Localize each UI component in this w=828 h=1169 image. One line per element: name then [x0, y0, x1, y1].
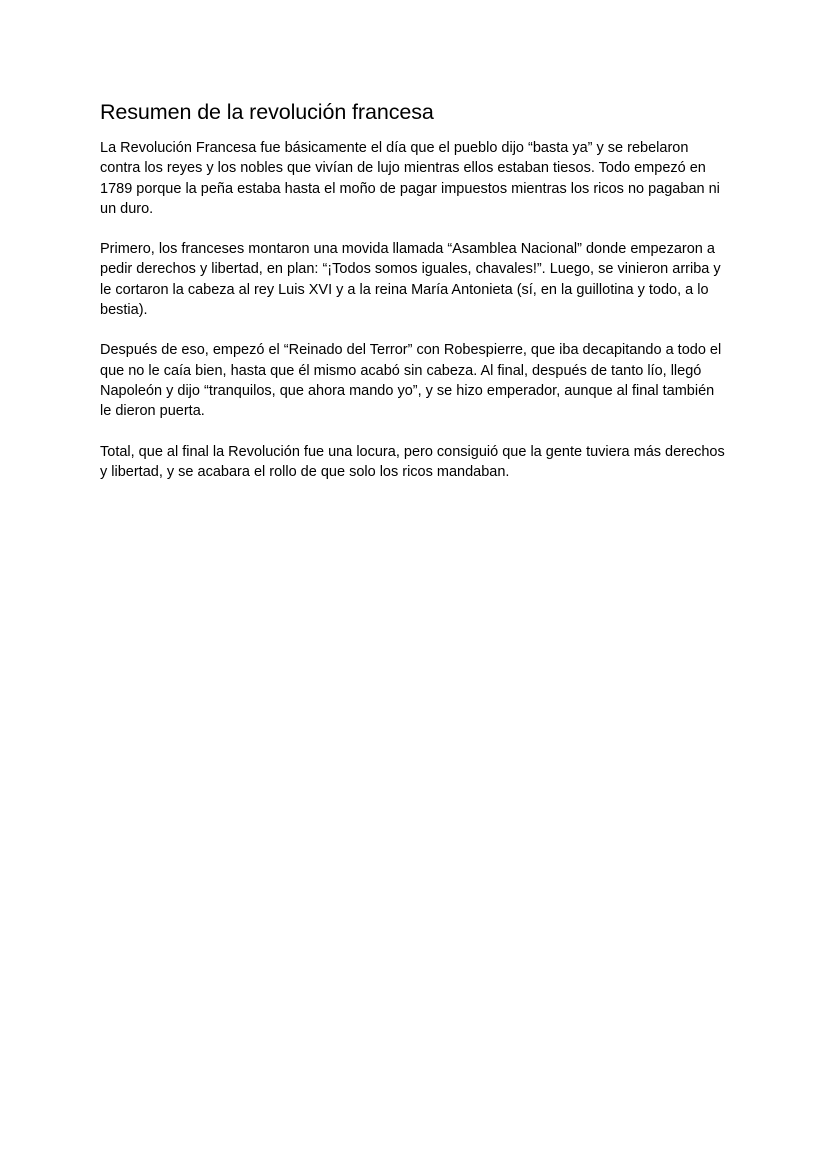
document-title: Resumen de la revolución francesa	[100, 100, 434, 124]
paragraph-4: Total, que al final la Revolución fue una locura, pero consiguió que la gente tuviera más derechos y libertad, y se acabara el rollo de que solo los ricos mandaban.	[100, 443, 725, 480]
paragraph-1: La Revolución Francesa fue básicamente el día que el pueblo dijo “basta ya” y se rebelaron contra los reyes y los nobles que vivían de lujo mientras ellos estaban tiesos. Todo empezó en 1789 porque la peña estaba hasta el moño de pagar impuestos mientras los ricos no pagaban ni un duro.	[100, 140, 720, 217]
paragraph-2: Primero, los franceses montaron una movida llamada “Asamblea Nacional” donde empezaron a pedir derechos y libertad, en plan: “¡Todos somos iguales, chavales!”. Luego, se vinieron arriba y le cortaron la cabeza al rey Luis XVI y a la reina María Antonieta (sí, en la guillotina y todo, a lo bestia).	[100, 241, 721, 319]
paragraph-3: Después de eso, empezó el “Reinado del Terror” con Robespierre, que iba decapitando a todo el que no le caía bien, hasta que él mismo acabó sin cabeza. Al final, después de tanto lío, llegó Napoleón y dijo “tranquilos, que ahora mando yo”, y se hizo emperador, aunque al final también le dieron puerta.	[100, 342, 722, 420]
document-page	[100, 98, 728, 502]
